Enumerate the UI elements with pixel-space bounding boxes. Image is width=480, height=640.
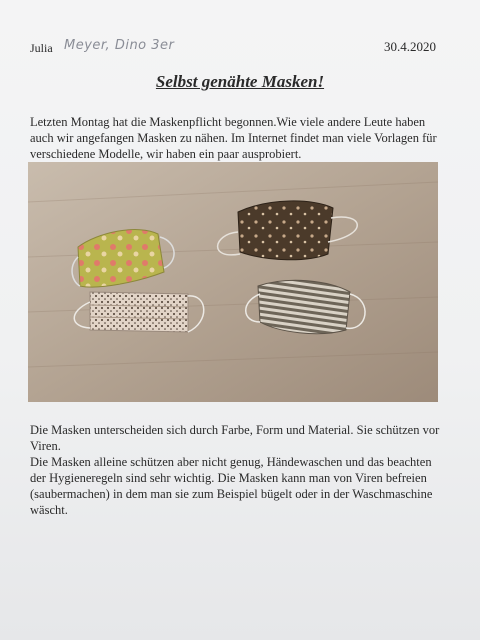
body-paragraph-2: Die Masken alleine schützen aber nicht genug, Händewaschen und das beachten der Hygieneregeln sind sehr wichtig. Die Masken kann man von Viren befreien (saubermachen) in dem man sie zum Beispiel bügelt oder in der Waschmaschine wäscht.: [30, 455, 433, 517]
page-title: Selbst genähte Masken!: [155, 72, 325, 91]
handwritten-name: Meyer, Dino 3er: [64, 38, 175, 53]
polka-dot-mask: [74, 292, 204, 332]
intro-paragraph: Letzten Montag hat die Maskenpflicht begonnen.Wie viele andere Leute haben auch wir angefangen Masken zu nähen. Im Internet findet man viele Vorlagen für verschiedene Modelle, wir haben ein paar ausprobiert.: [30, 115, 437, 161]
student-name: Julia: [30, 41, 53, 55]
document-date: 30.4.2020: [384, 39, 436, 54]
masks-photo: [28, 162, 438, 402]
body-text: [30, 422, 450, 518]
body-paragraph-1: Die Masken unterscheiden sich durch Farbe, Form und Material. Sie schützen vor Viren.: [30, 423, 440, 453]
